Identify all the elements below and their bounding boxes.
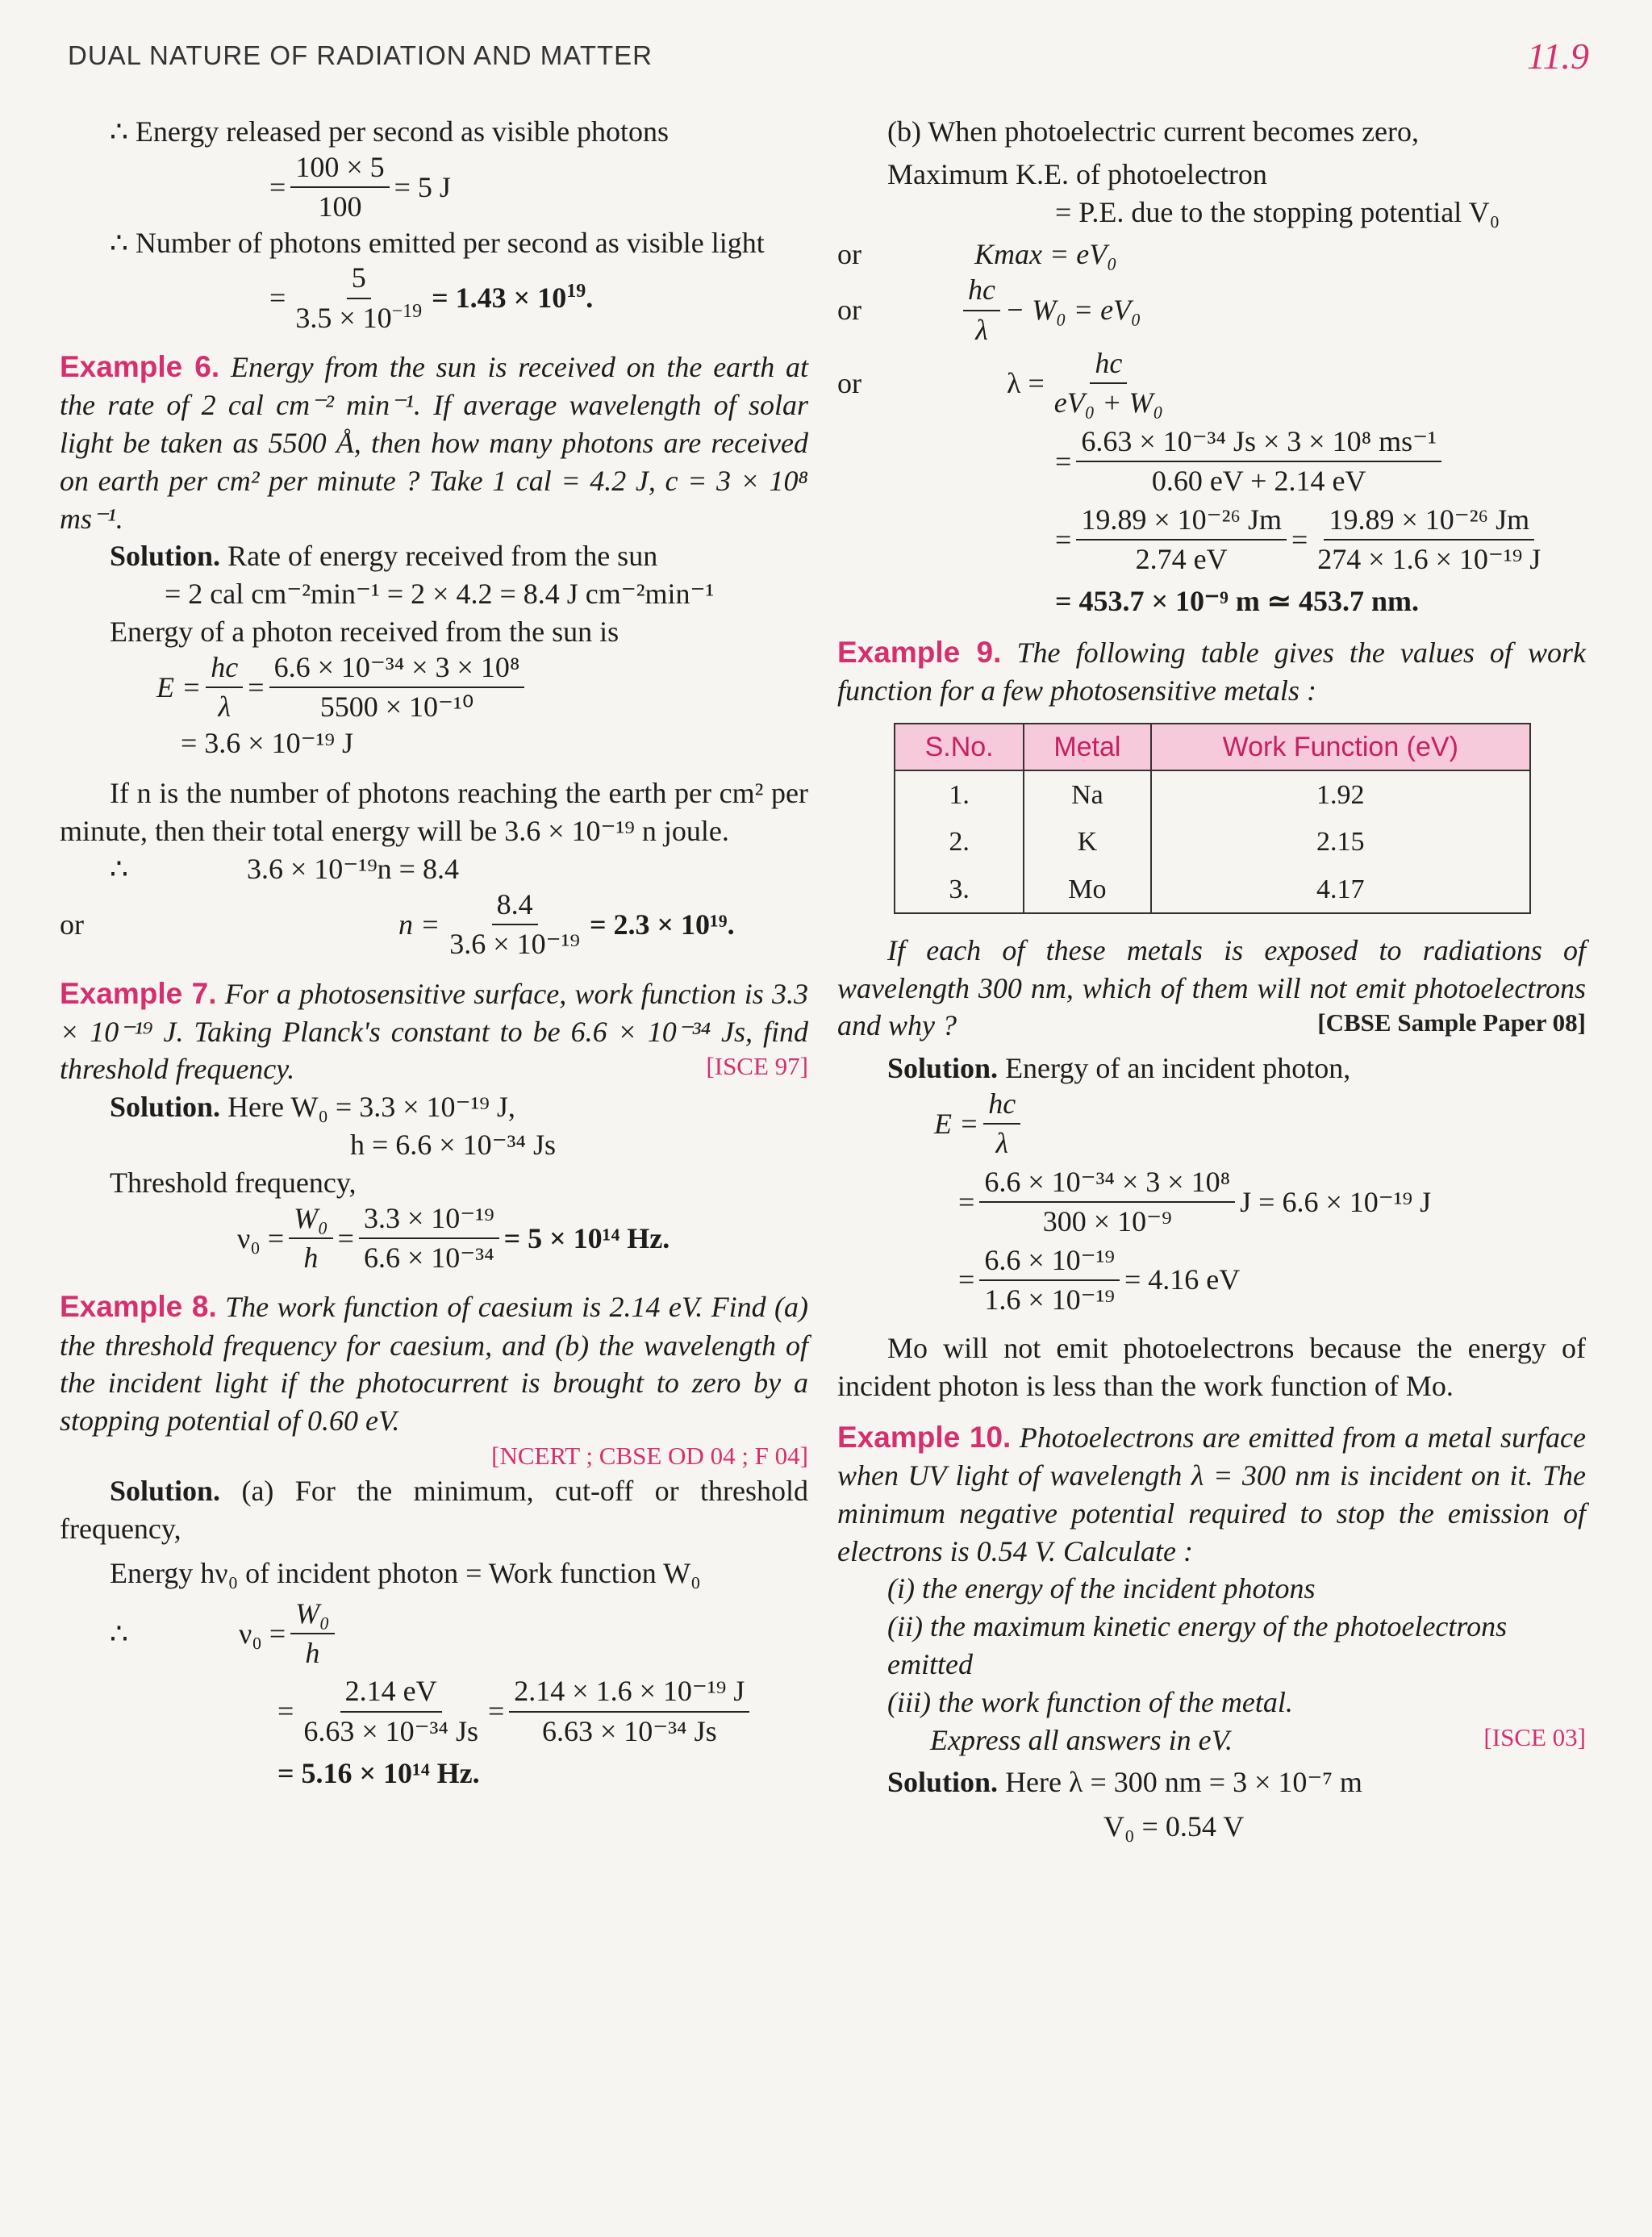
kmax-equation [837,236,1586,273]
equation-result: = 4.16 eV [1124,1263,1241,1296]
fraction-numerator: 5 [347,261,371,298]
equation-lhs: ν₀ = [237,1221,285,1254]
threshold-equation: ν₀ = $\frac{\text{W₀}}{h}$ = $\frac{\text{3.3 × 10⁻¹⁹}}{\text{6.6 × 10⁻³⁴}}$ = 5 × 10¹⁴ Hz. [237,1201,670,1275]
table-row [895,818,1530,865]
fraction-numerator: 8.4 [492,888,538,925]
fraction-numerator: 2.14 × 1.6 × 10⁻¹⁹ J [509,1675,749,1712]
fraction-denominator: h [305,1637,320,1669]
fraction-numerator: 3.3 × 10⁻¹⁹ [359,1202,499,1239]
right-column [837,113,1586,1846]
source-reference: [CBSE Sample Paper 08] [1317,1008,1586,1037]
running-header: DUAL NATURE OF RADIATION AND MATTER [68,40,653,70]
fraction-denominator: λ [995,1127,1009,1160]
fraction-denominator: 6.63 × 10⁻³⁴ Js [541,1714,717,1747]
example-8-text: The work function of caesium is 2.14 eV. Find (a) the threshold frequency for caesium, and (b) the wavelength of the incident light if the photocurrent is brought to zero by a stopping potential of 0.60 eV. [60,1291,808,1438]
example-8-label: Example 8. [60,1290,217,1324]
lambda-result: = 453.7 × 10⁻⁹ m ≃ 453.7 nm. [1055,585,1419,618]
fraction-numerator: hc [206,651,243,688]
n-equation-2 [60,888,808,962]
lambda-simplification: = $\frac{\text{19.89 × 10⁻²⁶ Jm}}{2.74 eV}$ = $\frac{\text{19.89 × 10⁻²⁶ Jm}}{\text{274 × 1.6 × 10⁻¹⁹ J}}$ [837,503,1586,577]
or-label: or [837,366,861,399]
therefore-symbol: ∴ [110,1617,128,1650]
part-b-intro: (b) When photoelectric current becomes zero, [887,115,1420,148]
example-7 [60,975,808,1089]
source-reference: [ISCE 03] [1483,1722,1586,1751]
ex9-energy-joules: = $\frac{\text{6.6 × 10⁻³⁴ × 3 × 10⁸}}{\text{300 × 10⁻⁹}}$ J = 6.6 × 10⁻¹⁹ J [958,1165,1432,1238]
table-cell: 2. [895,818,1024,865]
energy-visible-text: ∴ Energy released per second as visible photons [110,115,670,148]
solution-label: Solution. [110,1475,221,1508]
threshold-result: = 5 × 10¹⁴ Hz. [503,1221,670,1254]
question-part-ii: (ii) the maximum kinetic energy of the photoelectrons emitted [887,1610,1508,1680]
example-6 [60,348,808,537]
example-7-text: For a photosensitive surface, work function is 3.3 × 10⁻¹⁹ J. Taking Planck's constant to be 6.6 × 10⁻³⁴ Js, find threshold frequency. [60,977,809,1086]
solution-text: Rate of energy received from the sun [227,540,658,573]
fraction-denominator: 3.5 × 10 [295,301,392,334]
rate-equation: = 2 cal cm⁻²min⁻¹ = 2 × 4.2 = 8.4 J cm⁻²min⁻¹ [165,578,715,611]
n-equation-1 [60,850,808,888]
example-7-label: Example 7. [60,976,217,1010]
photon-energy-text: Energy of a photon received from the sun is [110,616,620,649]
energy-equation: = $\frac{100 \times 5}{100}$ = 5 J [269,150,451,223]
table-row [895,866,1530,913]
table-cell: 1.92 [1151,770,1530,818]
example-9 [837,633,1586,710]
example-6-label: Example 6. [60,350,220,384]
fraction-numerator: hc [963,273,1000,311]
work-function-equation [837,273,1586,347]
example-10-text: Photoelectrons are emitted from a metal surface when UV light of wavelength λ = 300 nm is incident on it. The minimum negative potential required to stop the emission of electrons is 0.54 V. Calculate : [837,1421,1586,1567]
solution-label: Solution. [110,540,221,573]
threshold-text: Threshold frequency, [110,1166,357,1199]
equation-text: 3.6 × 10⁻¹⁹n = 8.4 [247,853,459,885]
table-cell: Na [1024,770,1150,818]
table-header: Work Function (eV) [1151,724,1530,770]
question-part-iii: (iii) the work function of the metal. [887,1685,1293,1718]
photons-count-text: ∴ Number of photons emitted per second as visible light [110,226,765,259]
fraction-denominator: 3.6 × 10⁻¹⁹ [449,928,580,961]
equation-lhs: n = [398,908,440,941]
fraction-numerator: 19.89 × 10⁻²⁶ Jm [1324,503,1534,540]
example-9-label: Example 9. [837,636,1002,670]
question-part-i: (i) the energy of the incident photons [887,1572,1316,1605]
solution-text: (a) For the minimum, cut-off or threshold frequency, [60,1475,809,1546]
max-ke-text: Maximum K.E. of photoelectron [887,157,1267,190]
example-8 [60,1288,808,1439]
or-label: or [60,908,84,941]
equation-lhs: E = [156,670,202,703]
or-label: or [837,238,861,271]
fraction-denominator: λ [218,691,232,724]
table-header: Metal [1024,724,1150,770]
fraction-denominator: 6.6 × 10⁻³⁴ [363,1242,494,1275]
fraction-denominator: 1.6 × 10⁻¹⁹ [984,1283,1115,1316]
fraction-numerator: W₀ [289,1202,333,1239]
n-result: = 2.3 × 10¹⁹. [589,908,735,941]
table-row [895,770,1530,818]
ex8-result: = 5.16 × 10¹⁴ Hz. [277,1757,480,1790]
left-column [60,113,808,1793]
table-cell: Mo [1024,866,1150,913]
express-instruction: Express all answers in eV. [930,1723,1233,1756]
solution-label: Solution. [110,1091,221,1124]
fraction-denominator: λ [975,313,988,346]
fraction-denominator: eV₀ + W₀ [1053,386,1164,419]
photon-energy-result: = 3.6 × 10⁻¹⁹ J [181,726,353,759]
table-cell: 2.15 [1151,818,1530,865]
equation-lhs: E = [934,1107,979,1140]
fraction-numerator: hc [1090,347,1127,384]
question-text: If each of these metals is exposed to radiations of wavelength 300 nm, which of them will not emit photoelectrons and why ? [837,933,1586,1042]
table-header: S.No. [895,724,1024,770]
photons-result: = 1.43 × 10 [432,282,567,315]
equation-text: − W₀ = eV₀ [1004,294,1141,327]
fraction-numerator: 100 × 5 [290,151,389,188]
solution-text: Here λ = 300 nm = 3 × 10⁻⁷ m [1005,1766,1362,1799]
fraction-numerator: 2.14 eV [340,1675,442,1712]
or-label: or [837,294,861,327]
ex9-energy-ev: = $\frac{\text{6.6 × 10⁻¹⁹}}{\text{1.6 × 10⁻¹⁹}}$ = 4.16 eV [958,1243,1241,1316]
source-reference: [ISCE 97] [706,1052,808,1081]
equation-lhs: ν₀ = [239,1617,286,1650]
fraction-numerator: 6.6 × 10⁻¹⁹ [979,1244,1120,1281]
equation-lhs: λ = [1007,366,1045,399]
solution-text: Here W₀ = 3.3 × 10⁻¹⁹ J, [227,1091,515,1124]
example-10-label: Example 10. [837,1420,1012,1454]
energy-result: = 5 J [394,170,451,203]
pe-text: = P.E. due to the stopping potential V₀ [1055,195,1500,228]
solution-label: Solution. [887,1766,999,1799]
fraction-denominator: 0.60 eV + 2.14 eV [1151,465,1366,498]
page-number: 11.9 [1526,35,1589,77]
table-cell: 4.17 [1151,866,1530,913]
table-cell: 3. [895,866,1024,913]
fraction-denominator: 5500 × 10⁻¹⁰ [319,691,474,724]
energy-equals-work-function: Energy hν₀ of incident photon = Work function W₀ [110,1556,701,1589]
table-cell: 1. [895,770,1024,818]
lambda-equation [837,347,1586,420]
fraction-denominator: h [303,1242,319,1275]
example-9-conclusion: Mo will not emit photoelectrons because the energy of incident photon is less than the work function of Mo. [837,1332,1586,1403]
table-cell: K [1024,818,1150,865]
fraction-denominator: 2.74 eV [1135,542,1228,575]
example-6-text: Energy from the sun is received on the earth at the rate of 2 cal cm⁻² min⁻¹. If average wavelength of solar light be taken as 5500 Å, then how many photons are received on earth per cm² per minute ? Take 1 cal = 4.2 J, c = 3 × 10⁸ ms⁻¹. [60,351,809,535]
fraction-numerator: hc [983,1087,1020,1125]
equation-result: J = 6.6 × 10⁻¹⁹ J [1240,1185,1432,1218]
lambda-substitution: = $\frac{\text{6.63 × 10⁻³⁴ Js × 3 × 10⁸ ms⁻¹}}{0.60 eV + 2.14 eV}$ [837,425,1586,499]
fraction-denominator: 300 × 10⁻⁹ [1042,1205,1172,1238]
photon-energy-equation: E = $\frac{hc}{\lambda}$ = $\frac{\text{6.6 × 10⁻³⁴ × 3 × 10⁸}}{\text{5500 × 10⁻¹⁰}}$ [60,651,808,724]
photons-equation: = $\frac{5}{3.5 \times 10^{-19}}$ = $1.43 \times 10^{19}$. [269,261,594,334]
work-function-table [894,723,1531,914]
fraction-denominator: 6.63 × 10⁻³⁴ Js [303,1714,478,1747]
ex9-energy-formula [837,1087,1586,1161]
source-reference: [NCERT ; CBSE OD 04 ; F 04] [491,1441,808,1470]
ex8-frequency-equation: = $\frac{2.14 eV}{\text{6.63 × 10⁻³⁴ Js}}$ = $\frac{\text{2.14 × 1.6 × 10⁻¹⁹ J}}{\text{6.63 × 10⁻³⁴ Js}}$ [60,1675,808,1748]
therefore-symbol: ∴ [110,853,128,885]
exponent: −19 [391,300,423,322]
planck-constant: h = 6.6 × 10⁻³⁴ Js [350,1129,556,1162]
fraction-numerator: W₀ [290,1597,335,1634]
fraction-numerator: 6.63 × 10⁻³⁴ Js × 3 × 10⁸ ms⁻¹ [1076,425,1441,462]
fraction-numerator: 6.6 × 10⁻³⁴ × 3 × 10⁸ [269,651,525,688]
fraction-numerator: 6.6 × 10⁻³⁴ × 3 × 10⁸ [979,1166,1235,1203]
example-9-question [837,932,1586,1045]
example-9-text: The following table gives the values of work function for a few photosensitive metals : [837,636,1587,707]
equation-text: Kmax = eV₀ [974,238,1117,271]
solution-text: Energy of an incident photon, [1005,1052,1351,1085]
stopping-potential: V₀ = 0.54 V [1103,1810,1245,1843]
fraction-numerator: 19.89 × 10⁻²⁶ Jm [1076,503,1287,540]
example-10 [837,1418,1586,1570]
ex8-nu-equation [60,1597,808,1671]
solution-label: Solution. [887,1052,999,1085]
exponent: 19 [566,281,586,303]
fraction-denominator: 274 × 1.6 × 10⁻¹⁹ J [1317,542,1541,575]
n-definition-text: If n is the number of photons reaching the earth per cm² per minute, then their total energy will be 3.6 × 10⁻¹⁹ n joule. [60,777,808,848]
fraction-denominator: 100 [318,190,362,223]
